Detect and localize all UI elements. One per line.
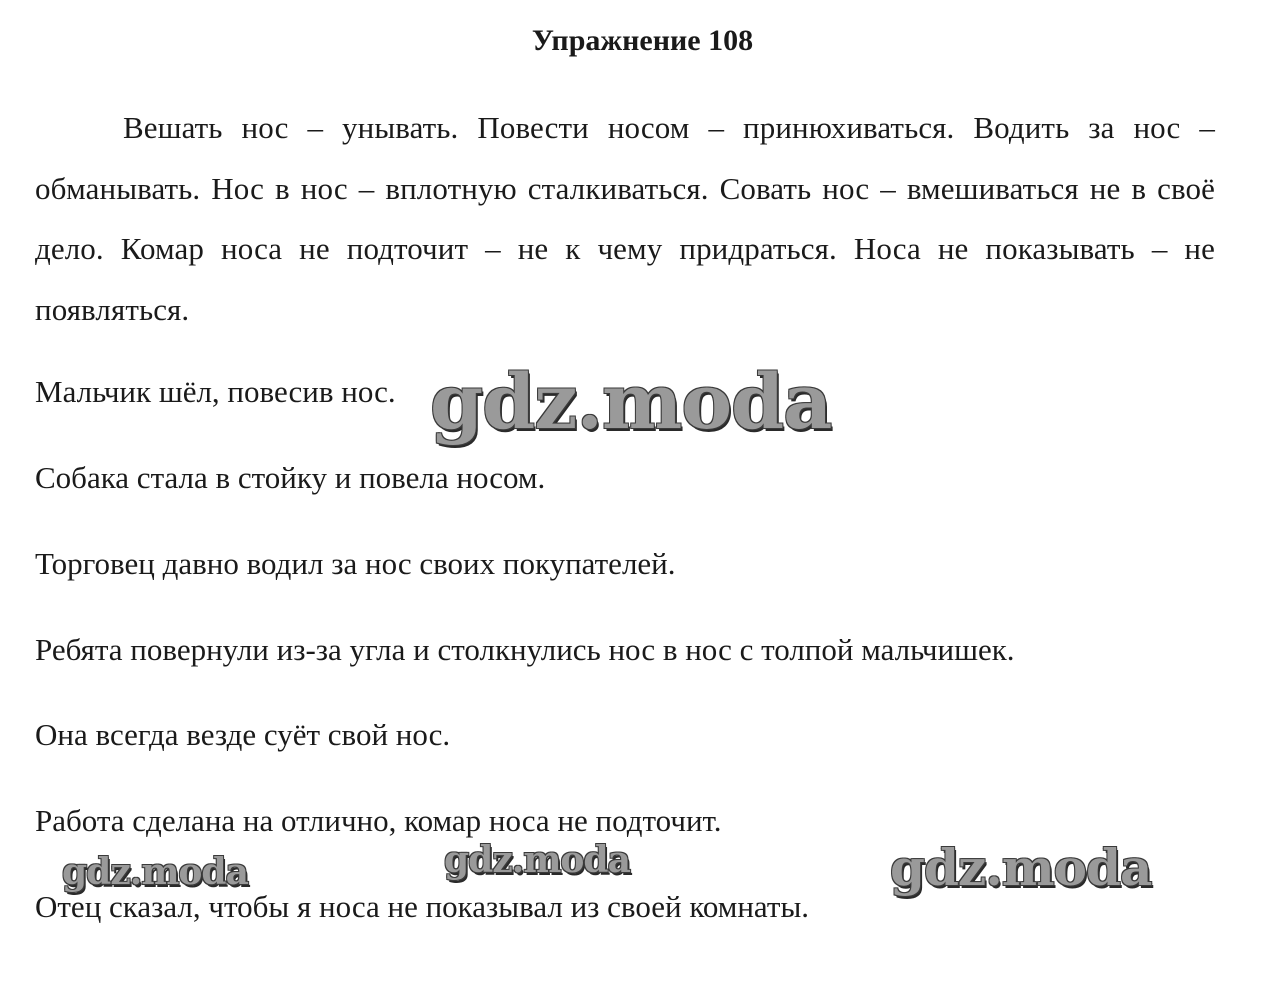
idioms-paragraph: Вешать нос – унывать. Повести носом – принюхиваться. Водить за нос – обманывать. Нос в нос – вплотную сталкиваться. Совать нос – вмешиваться не в своё дело. Комар носа не подточит – не к чему придраться. Носа не показывать – не появляться.: [35, 110, 1215, 327]
sentence-3: Торговец давно водил за нос своих покупателей.: [35, 546, 676, 581]
watermark-logo: gdz.moda: [62, 851, 248, 893]
watermark-logo: gdz.moda: [430, 357, 832, 446]
watermark-logo: gdz.moda: [444, 839, 630, 881]
sentence-5: Она всегда везде суёт свой нос.: [35, 717, 451, 752]
sentence-7: Отец сказал, чтобы я носа не показывал из своей комнаты.: [35, 889, 810, 924]
sentence-6: Работа сделана на отлично, комар носа не подточит.: [35, 803, 722, 838]
sentence-4: Ребята повернули из-за угла и столкнулись нос в нос с толпой мальчишек.: [35, 632, 1015, 667]
watermark-logo: gdz.moda: [890, 838, 1152, 897]
exercise-title: Упражнение 108: [531, 24, 754, 57]
sentence-2: Собака стала в стойку и повела носом.: [35, 460, 546, 495]
sentence-1: Мальчик шёл, повесив нос.: [35, 374, 396, 409]
